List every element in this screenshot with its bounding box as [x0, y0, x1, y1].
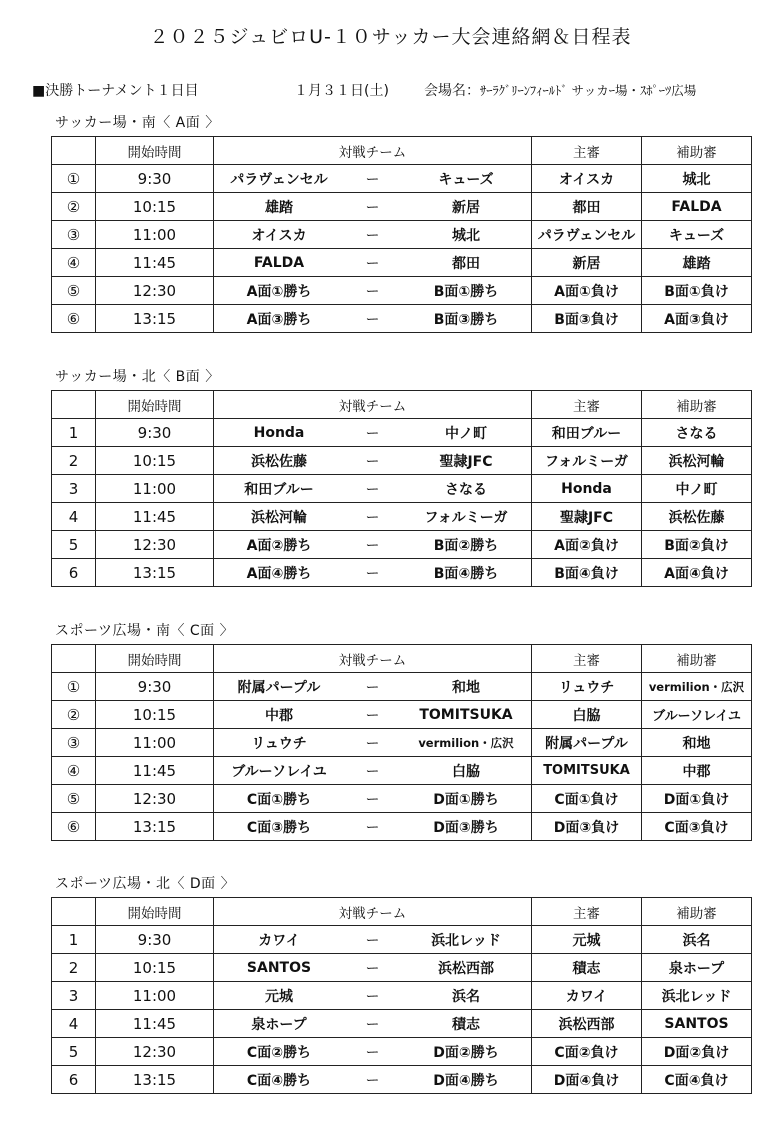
away-team: B面③勝ち — [433, 311, 499, 328]
versus-dash: ー — [365, 932, 380, 949]
referee: 浜松西部 — [532, 1010, 642, 1038]
header-assistant-cell: 補助審 — [642, 391, 752, 419]
away-team: D面④勝ち — [433, 1072, 499, 1089]
tournament-subheader — [32, 80, 752, 100]
kickoff-time: 9:30 — [96, 673, 214, 701]
away-team: 積志 — [452, 1016, 480, 1033]
home-team: C面④勝ち — [246, 1072, 312, 1089]
kickoff-time: 9:30 — [96, 419, 214, 447]
assistant-referee: 中ノ町 — [642, 475, 752, 503]
match-teams — [214, 503, 532, 531]
match-number: ③ — [52, 729, 96, 757]
assistant-referee: キューズ — [642, 221, 752, 249]
match-number: ② — [52, 193, 96, 221]
versus-dash: ー — [365, 283, 380, 300]
match-number: 3 — [52, 475, 96, 503]
kickoff-time: 10:15 — [96, 954, 214, 982]
kickoff-time: 13:15 — [96, 813, 214, 841]
referee: B面④負け — [532, 559, 642, 587]
away-team: 和地 — [452, 679, 480, 696]
away-team: 白脇 — [452, 763, 480, 780]
table-row — [52, 982, 752, 1010]
table-row — [52, 673, 752, 701]
assistant-referee: さなる — [642, 419, 752, 447]
referee: C面②負け — [532, 1038, 642, 1066]
match-teams — [214, 701, 532, 729]
match-teams — [214, 954, 532, 982]
match-teams — [214, 1038, 532, 1066]
referee: 附属パープル — [532, 729, 642, 757]
venue — [424, 80, 696, 100]
schedule-table — [51, 644, 752, 841]
versus-dash: ー — [365, 707, 380, 724]
match-teams — [214, 277, 532, 305]
home-team: SANTOS — [246, 959, 312, 976]
versus-dash: ー — [365, 1016, 380, 1033]
schedule-table — [51, 136, 752, 333]
away-team: vermilion・広沢 — [418, 735, 514, 750]
assistant-referee: FALDA — [642, 193, 752, 221]
header-teams-cell: 対戦チーム — [214, 898, 532, 926]
kickoff-time: 12:30 — [96, 277, 214, 305]
versus-dash: ー — [365, 819, 380, 836]
home-team: A面①勝ち — [246, 283, 312, 300]
assistant-referee: 雄踏 — [642, 249, 752, 277]
table-row — [52, 447, 752, 475]
kickoff-time: 13:15 — [96, 305, 214, 333]
assistant-referee: 浜松佐藤 — [642, 503, 752, 531]
match-number: 2 — [52, 447, 96, 475]
match-number: 5 — [52, 531, 96, 559]
match-teams — [214, 982, 532, 1010]
assistant-referee: D面①負け — [642, 785, 752, 813]
table-row — [52, 531, 752, 559]
versus-dash: ー — [365, 481, 380, 498]
schedule-table — [51, 390, 752, 587]
header-referee-cell: 主審 — [532, 898, 642, 926]
header-assistant-cell: 補助審 — [642, 137, 752, 165]
away-team: 城北 — [452, 227, 480, 244]
away-team: B面①勝ち — [433, 283, 499, 300]
versus-dash: ー — [365, 1072, 380, 1089]
kickoff-time: 13:15 — [96, 1066, 214, 1094]
header-time-cell: 開始時間 — [96, 645, 214, 673]
table-row — [52, 1010, 752, 1038]
versus-dash: ー — [365, 227, 380, 244]
referee: カワイ — [532, 982, 642, 1010]
away-team: TOMITSUKA — [419, 706, 513, 723]
match-teams — [214, 926, 532, 954]
header-time-cell: 開始時間 — [96, 898, 214, 926]
referee: パラヴェンセル — [532, 221, 642, 249]
referee: 都田 — [532, 193, 642, 221]
home-team: C面①勝ち — [246, 791, 312, 808]
versus-dash: ー — [365, 255, 380, 272]
kickoff-time: 11:45 — [96, 503, 214, 531]
table-row — [52, 1038, 752, 1066]
assistant-referee: 泉ホープ — [642, 954, 752, 982]
kickoff-time: 9:30 — [96, 926, 214, 954]
header-no-cell — [52, 645, 96, 673]
section-title: スポーツ広場・北〈 D面 〉 — [55, 876, 236, 892]
assistant-referee: C面④負け — [642, 1066, 752, 1094]
referee: リュウチ — [532, 673, 642, 701]
versus-dash: ー — [365, 988, 380, 1005]
section-title: サッカー場・北〈 B面 〉 — [55, 369, 220, 385]
tournament-heading: ■決勝トーナメント１日目 — [32, 83, 199, 99]
match-teams — [214, 559, 532, 587]
away-team: フォルミーガ — [424, 509, 508, 526]
match-number: ⑥ — [52, 813, 96, 841]
header-assistant-cell: 補助審 — [642, 898, 752, 926]
match-number: 3 — [52, 982, 96, 1010]
away-team: 新居 — [452, 199, 480, 216]
versus-dash: ー — [365, 453, 380, 470]
match-number: 2 — [52, 954, 96, 982]
assistant-referee: D面②負け — [642, 1038, 752, 1066]
home-team: A面②勝ち — [246, 537, 312, 554]
match-number: 4 — [52, 1010, 96, 1038]
table-row — [52, 503, 752, 531]
away-team: 浜松西部 — [438, 960, 494, 977]
kickoff-time: 11:00 — [96, 221, 214, 249]
header-time-cell: 開始時間 — [96, 391, 214, 419]
away-team: 浜北レッド — [431, 932, 501, 949]
table-row — [52, 1066, 752, 1094]
kickoff-time: 9:30 — [96, 165, 214, 193]
home-team: 元城 — [265, 988, 293, 1005]
header-teams-cell: 対戦チーム — [214, 645, 532, 673]
away-team: D面②勝ち — [433, 1044, 499, 1061]
assistant-referee: 浜松河輪 — [642, 447, 752, 475]
match-number: ⑥ — [52, 305, 96, 333]
header-referee-cell: 主審 — [532, 645, 642, 673]
referee: フォルミーガ — [532, 447, 642, 475]
kickoff-time: 10:15 — [96, 447, 214, 475]
referee: 聖隷JFC — [532, 503, 642, 531]
kickoff-time: 11:45 — [96, 1010, 214, 1038]
assistant-referee: vermilion・広沢 — [642, 673, 752, 701]
table-row — [52, 954, 752, 982]
match-number: ④ — [52, 757, 96, 785]
away-team: 都田 — [452, 255, 480, 272]
header-teams-cell: 対戦チーム — [214, 391, 532, 419]
table-row — [52, 729, 752, 757]
header-assistant-cell: 補助審 — [642, 645, 752, 673]
assistant-referee: 浜北レッド — [642, 982, 752, 1010]
home-team: 浜松佐藤 — [251, 453, 307, 470]
versus-dash: ー — [365, 171, 380, 188]
assistant-referee: 浜名 — [642, 926, 752, 954]
match-teams — [214, 165, 532, 193]
away-team: 浜名 — [452, 988, 480, 1005]
assistant-referee: C面③負け — [642, 813, 752, 841]
home-team: Honda — [253, 424, 305, 441]
table-header-row — [52, 391, 752, 419]
referee: Honda — [532, 475, 642, 503]
match-teams — [214, 1010, 532, 1038]
match-teams — [214, 1066, 532, 1094]
assistant-referee: 城北 — [642, 165, 752, 193]
assistant-referee: A面④負け — [642, 559, 752, 587]
kickoff-time: 10:15 — [96, 193, 214, 221]
match-number: 6 — [52, 1066, 96, 1094]
versus-dash: ー — [365, 1044, 380, 1061]
versus-dash: ー — [365, 960, 380, 977]
header-no-cell — [52, 898, 96, 926]
schedule-table — [51, 897, 752, 1094]
assistant-referee: B面②負け — [642, 531, 752, 559]
section-title: サッカー場・南〈 A面 〉 — [55, 115, 220, 131]
match-number: ⑤ — [52, 277, 96, 305]
away-team: 聖隷JFC — [439, 453, 493, 470]
kickoff-time: 11:45 — [96, 757, 214, 785]
match-teams — [214, 447, 532, 475]
kickoff-time: 10:15 — [96, 701, 214, 729]
away-team: キューズ — [438, 171, 494, 188]
home-team: 和田ブルー — [244, 481, 314, 498]
venue-label: 会場名： — [424, 83, 480, 99]
home-team: パラヴェンセル — [230, 171, 328, 188]
match-number: ① — [52, 165, 96, 193]
referee: D面③負け — [532, 813, 642, 841]
away-team: D面③勝ち — [433, 819, 499, 836]
assistant-referee: B面①負け — [642, 277, 752, 305]
kickoff-time: 13:15 — [96, 559, 214, 587]
match-number: ① — [52, 673, 96, 701]
match-teams — [214, 305, 532, 333]
header-no-cell — [52, 137, 96, 165]
match-number: ② — [52, 701, 96, 729]
table-row — [52, 813, 752, 841]
referee: 元城 — [532, 926, 642, 954]
home-team: A面③勝ち — [246, 311, 312, 328]
match-teams — [214, 249, 532, 277]
kickoff-time: 11:00 — [96, 982, 214, 1010]
table-row — [52, 701, 752, 729]
match-teams — [214, 221, 532, 249]
assistant-referee: A面③負け — [642, 305, 752, 333]
away-team: さなる — [445, 481, 487, 498]
referee: A面①負け — [532, 277, 642, 305]
versus-dash: ー — [365, 735, 380, 752]
header-referee-cell: 主審 — [532, 391, 642, 419]
assistant-referee: 中郡 — [642, 757, 752, 785]
assistant-referee: 和地 — [642, 729, 752, 757]
home-team: 浜松河輪 — [251, 509, 307, 526]
home-team: 中郡 — [265, 707, 293, 724]
table-row — [52, 475, 752, 503]
home-team: FALDA — [253, 254, 305, 271]
table-row — [52, 165, 752, 193]
away-team: 中ノ町 — [445, 425, 487, 442]
table-row — [52, 221, 752, 249]
referee: 積志 — [532, 954, 642, 982]
referee: 新居 — [532, 249, 642, 277]
referee: 和田ブルー — [532, 419, 642, 447]
away-team: D面①勝ち — [433, 791, 499, 808]
event-date: １月３１日(土) — [294, 83, 389, 99]
match-teams — [214, 419, 532, 447]
table-row — [52, 249, 752, 277]
match-number: ④ — [52, 249, 96, 277]
header-teams-cell: 対戦チーム — [214, 137, 532, 165]
match-number: 1 — [52, 926, 96, 954]
match-teams — [214, 729, 532, 757]
table-header-row — [52, 137, 752, 165]
versus-dash: ー — [365, 509, 380, 526]
home-team: A面④勝ち — [246, 565, 312, 582]
match-teams — [214, 757, 532, 785]
page-title: ２０２５ジュビロU-１０サッカー大会連絡網＆日程表 — [149, 26, 632, 48]
table-row — [52, 193, 752, 221]
home-team: ブルーソレイユ — [231, 763, 327, 780]
versus-dash: ー — [365, 537, 380, 554]
header-time-cell: 開始時間 — [96, 137, 214, 165]
kickoff-time: 11:00 — [96, 729, 214, 757]
table-row — [52, 785, 752, 813]
kickoff-time: 12:30 — [96, 1038, 214, 1066]
match-teams — [214, 475, 532, 503]
versus-dash: ー — [365, 425, 380, 442]
home-team: 泉ホープ — [251, 1016, 307, 1033]
referee: A面②負け — [532, 531, 642, 559]
referee: C面①負け — [532, 785, 642, 813]
referee: TOMITSUKA — [532, 757, 642, 785]
versus-dash: ー — [365, 565, 380, 582]
match-number: 1 — [52, 419, 96, 447]
table-row — [52, 305, 752, 333]
home-team: C面③勝ち — [246, 819, 312, 836]
home-team: 雄踏 — [265, 199, 293, 216]
referee: B面③負け — [532, 305, 642, 333]
referee: オイスカ — [532, 165, 642, 193]
header-no-cell — [52, 391, 96, 419]
kickoff-time: 11:45 — [96, 249, 214, 277]
assistant-referee: ブルーソレイユ — [642, 701, 752, 729]
kickoff-time: 12:30 — [96, 785, 214, 813]
away-team: B面②勝ち — [433, 537, 499, 554]
versus-dash: ー — [365, 679, 380, 696]
versus-dash: ー — [365, 791, 380, 808]
venue-name: ｻｰﾗｸﾞﾘｰﾝﾌｨｰﾙﾄﾞ サッカｰ場・ｽﾎﾟｰﾂ広場 — [480, 83, 697, 98]
home-team: C面②勝ち — [246, 1044, 312, 1061]
match-number: 6 — [52, 559, 96, 587]
section-title: スポーツ広場・南〈 C面 〉 — [55, 623, 235, 639]
versus-dash: ー — [365, 199, 380, 216]
away-team: B面④勝ち — [433, 565, 499, 582]
match-teams — [214, 193, 532, 221]
table-row — [52, 926, 752, 954]
versus-dash: ー — [365, 763, 380, 780]
match-number: ⑤ — [52, 785, 96, 813]
table-row — [52, 419, 752, 447]
table-header-row — [52, 898, 752, 926]
referee: D面④負け — [532, 1066, 642, 1094]
home-team: 附属パープル — [237, 679, 321, 696]
kickoff-time: 11:00 — [96, 475, 214, 503]
match-teams — [214, 813, 532, 841]
referee: 白脇 — [532, 701, 642, 729]
match-number: 4 — [52, 503, 96, 531]
assistant-referee: SANTOS — [642, 1010, 752, 1038]
home-team: リュウチ — [251, 735, 307, 752]
header-referee-cell: 主審 — [532, 137, 642, 165]
kickoff-time: 12:30 — [96, 531, 214, 559]
match-number: ③ — [52, 221, 96, 249]
table-row — [52, 277, 752, 305]
match-teams — [214, 673, 532, 701]
home-team: オイスカ — [251, 227, 307, 244]
match-number: 5 — [52, 1038, 96, 1066]
table-row — [52, 757, 752, 785]
match-teams — [214, 785, 532, 813]
table-header-row — [52, 645, 752, 673]
match-teams — [214, 531, 532, 559]
versus-dash: ー — [365, 311, 380, 328]
table-row — [52, 559, 752, 587]
home-team: カワイ — [258, 932, 300, 949]
